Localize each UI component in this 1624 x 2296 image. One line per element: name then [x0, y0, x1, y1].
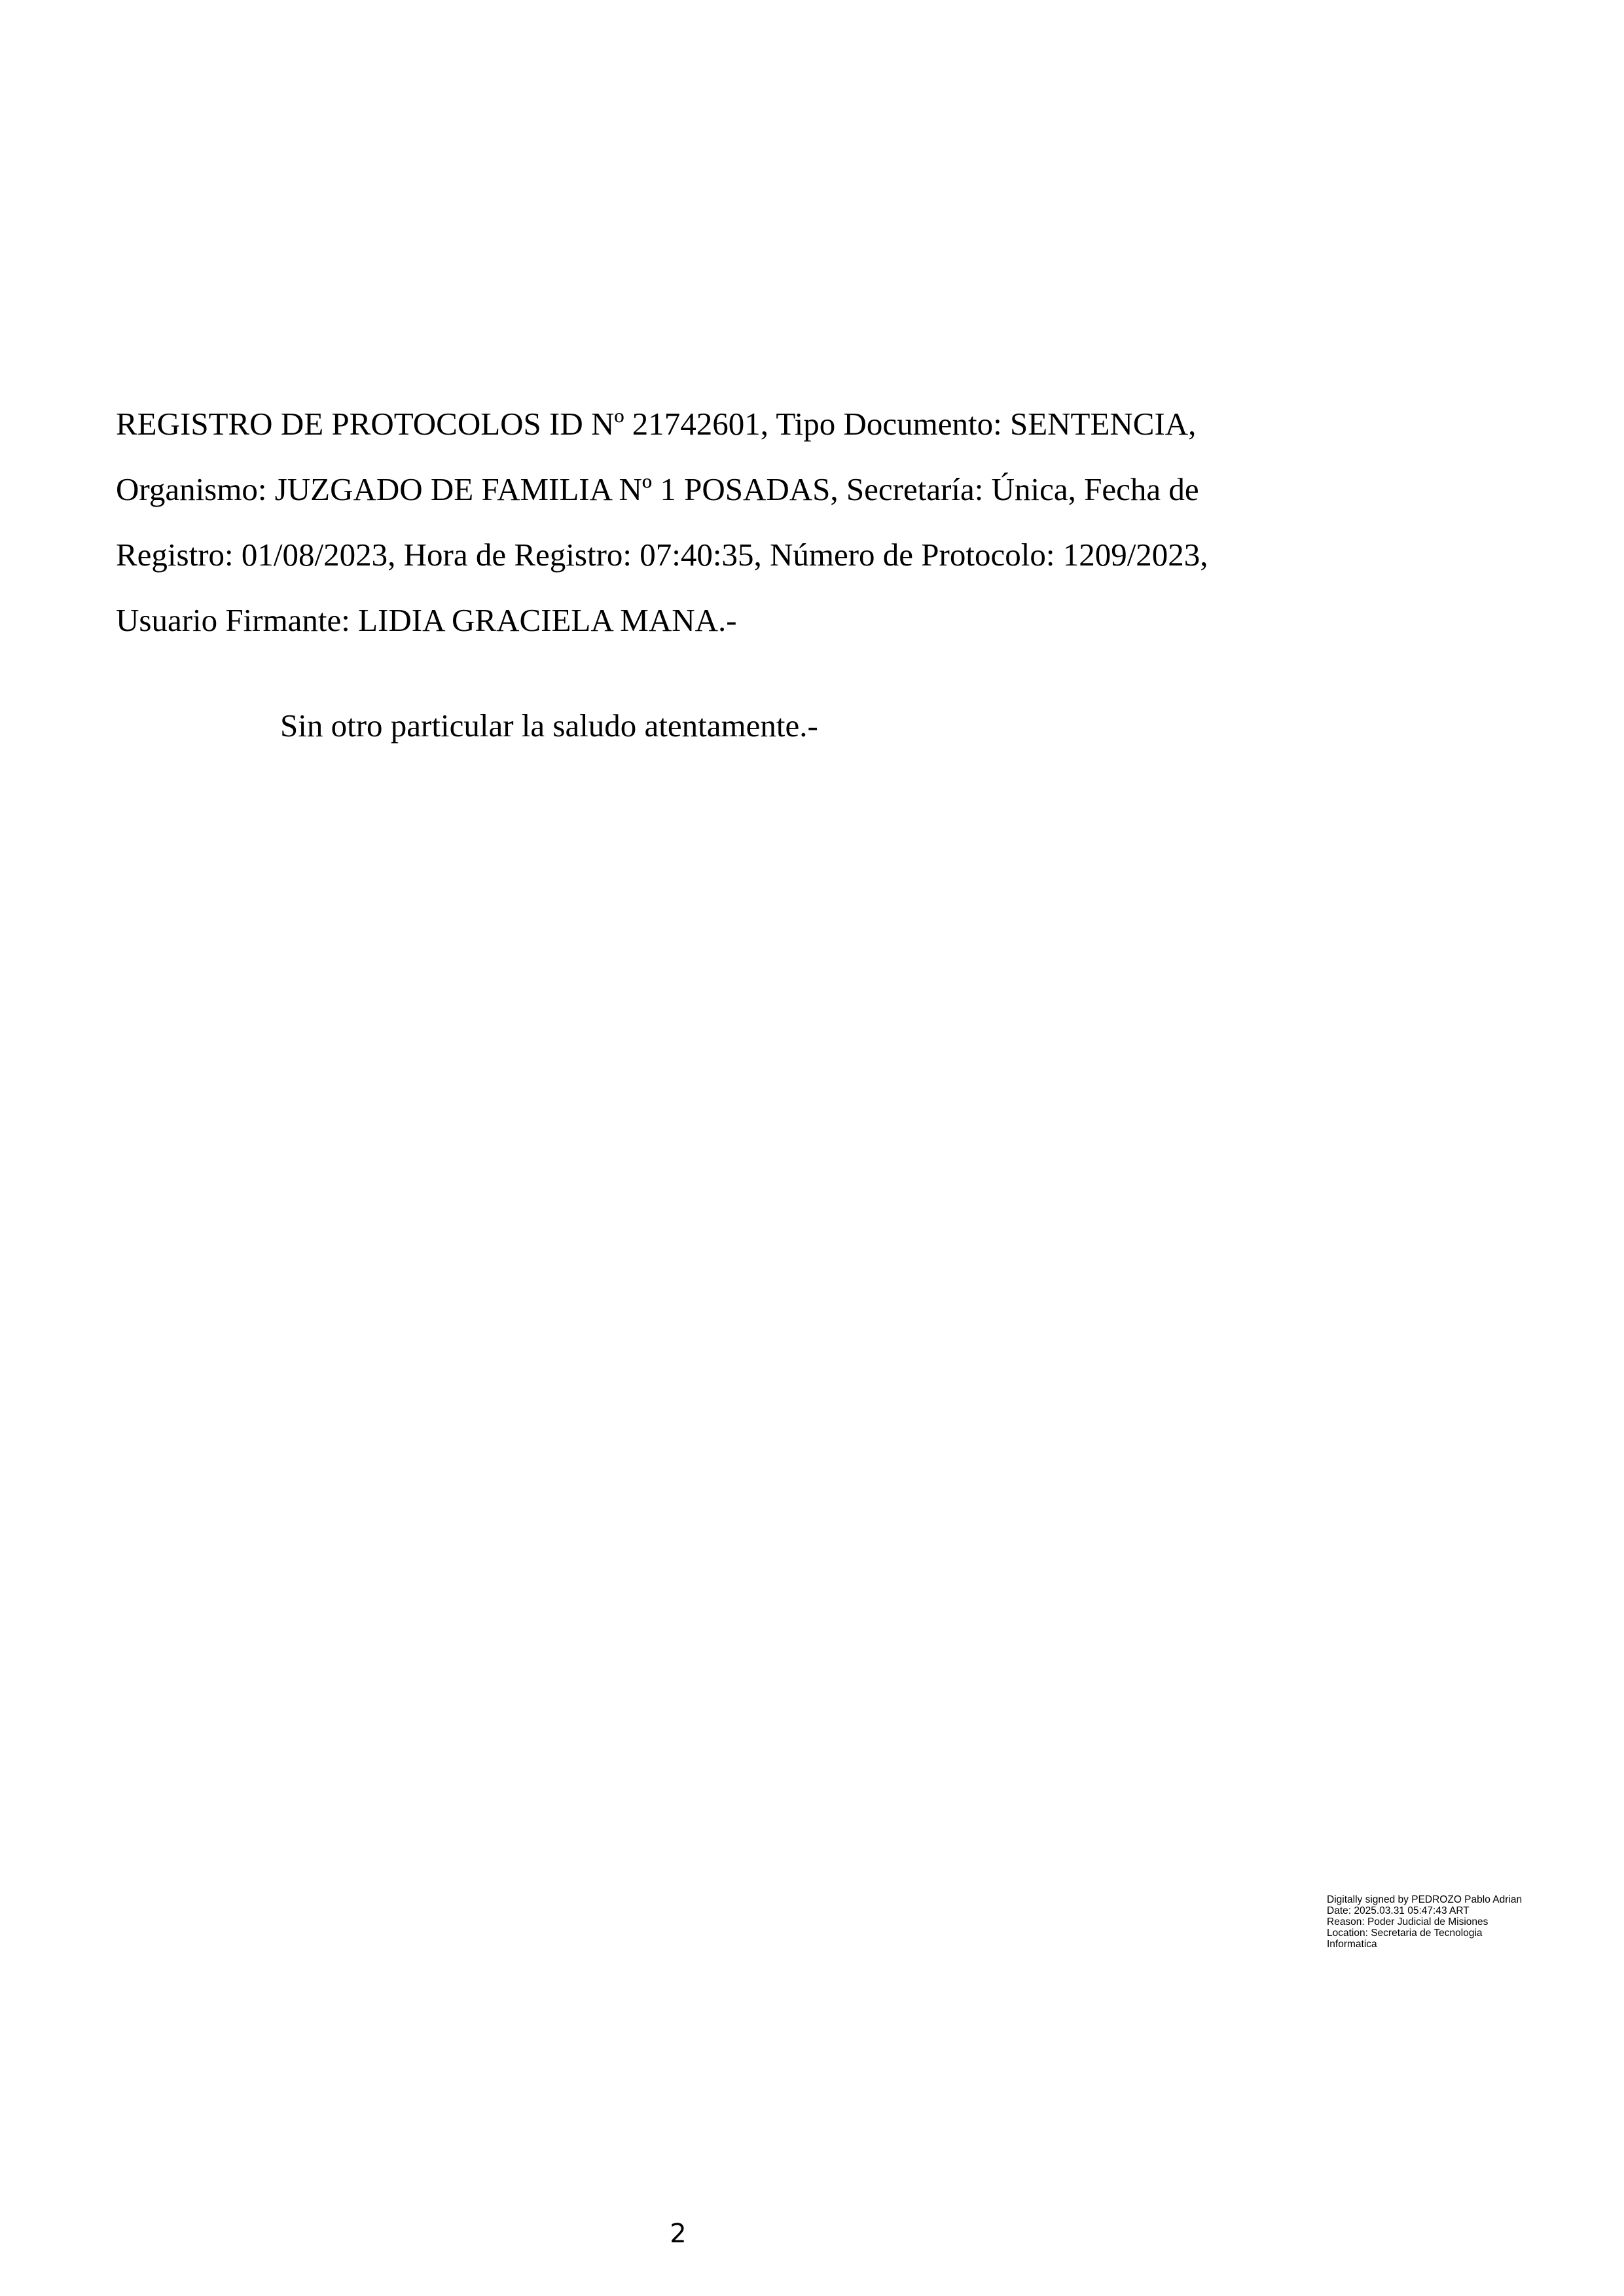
- closing-line: Sin otro particular la saludo atentamente.-: [280, 708, 818, 744]
- digital-signature-stamp: [1327, 1894, 1562, 1950]
- signature-signer: Digitally signed by PEDROZO Pablo Adrian: [1327, 1894, 1523, 1905]
- signature-location: Location: Secretaria de Tecnologia: [1327, 1928, 1483, 1939]
- signature-reason: Reason: Poder Judicial de Misiones: [1327, 1916, 1489, 1928]
- paragraph-line: Usuario Firmante: LIDIA GRACIELA MANA.-: [116, 602, 737, 638]
- signature-location-continued: Informatica: [1327, 1939, 1377, 1950]
- signature-date: Date: 2025.03.31 05:47:43 ART: [1327, 1905, 1470, 1916]
- protocol-registry-paragraph: [116, 391, 1268, 653]
- paragraph-line: Registro: 01/08/2023, Hora de Registro: 07:40:35, Número de Protocolo: 1209/2023,: [116, 537, 1208, 573]
- paragraph-line: REGISTRO DE PROTOCOLOS ID Nº 21742601, Tipo Documento: SENTENCIA,: [116, 406, 1197, 442]
- paragraph-line: Organismo: JUZGADO DE FAMILIA Nº 1 POSADAS, Secretaría: Única, Fecha de: [116, 471, 1199, 507]
- page-number: 2: [670, 2219, 687, 2249]
